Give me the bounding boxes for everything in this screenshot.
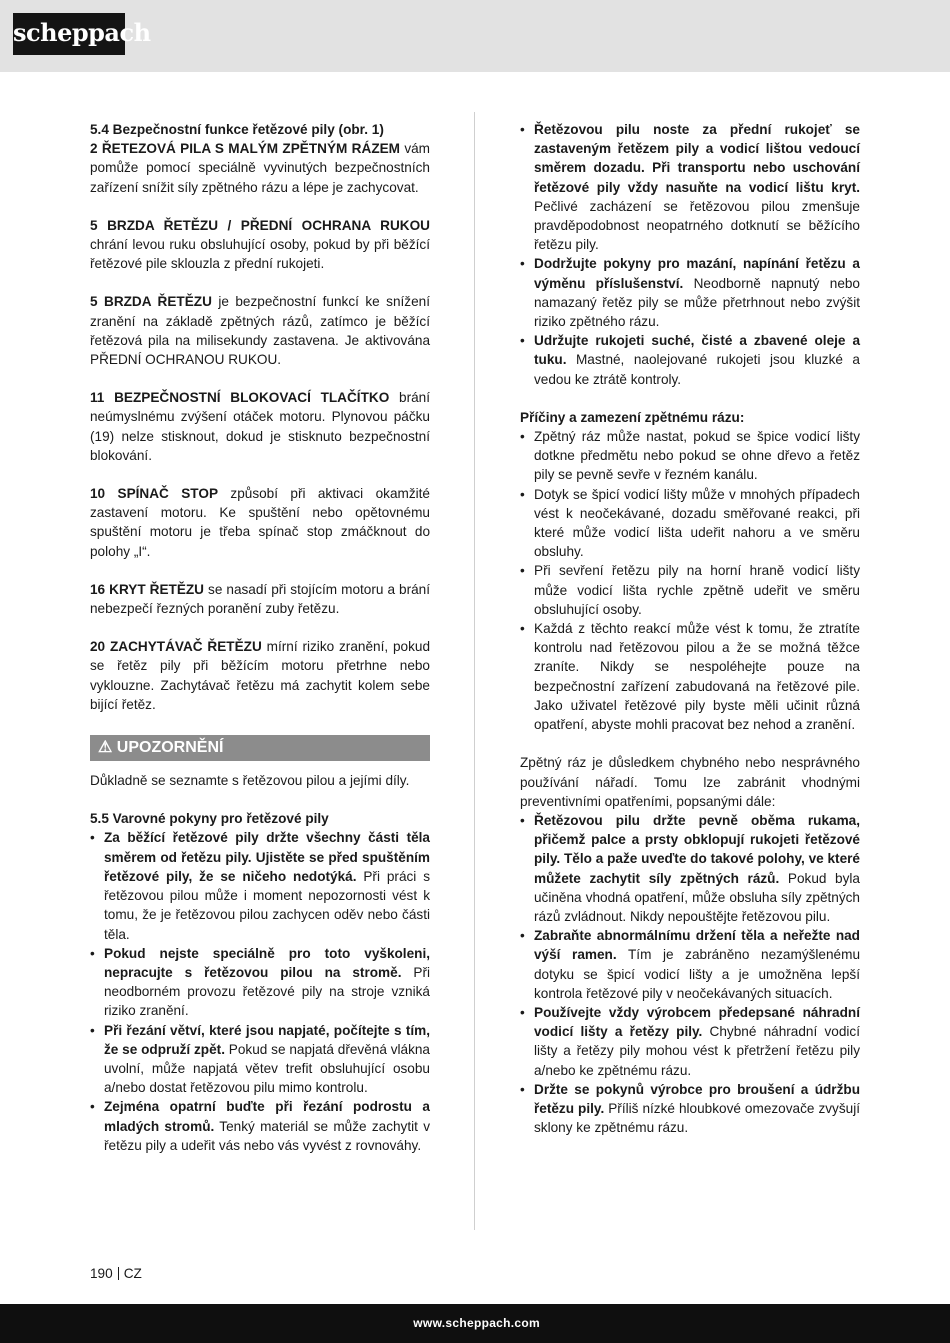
section-heading: Příčiny a zamezení zpětnému rázu:	[520, 409, 745, 425]
paragraph: 2 ŘETEZOVÁ PILA S MALÝM ZPĚTNÝM RÁZEM vám pomůže pomocí speciálně vyvinutých bezpečnostních zařízení snížit síly zpětného rázu a lépe je zachycovat.	[90, 141, 430, 195]
list-item: • Každá z těchto reakcí může vést k tomu, že ztratíte kontrolu nad řetězovou pilou a že se možná těžce zraníte. Nikdy se nespoléhejte pouze na bezpečnostní zařízení zabudovaná na řetězové pile. Jako uživatel řetězové pily byste měli učinit různá opatření, abyste mohli pracovat bez nehod a zranění.	[520, 619, 860, 734]
list-item: • Řetězovou pilu držte pevně oběma rukama, přičemž palce a prsty obklopují rukojeti řetězové pily. Tělo a paže uveďte do takové polohy, ve které můžete zachytit síly zpětných rázů. Pokud byla učiněna vhodná opatření, může obsluha síly zpětných rázů zvládnout. Nikdy nepouštějte řetězovou pilu.	[520, 811, 860, 926]
right-column	[520, 120, 860, 1137]
bullet-list	[520, 811, 860, 1137]
list-item: • Používejte vždy výrobcem předepsané náhradní vodicí lišty a řetězy pily. Chybné náhradní vodicí lišty a řetězy pily mohou vést k přetržení řetězu pily a/nebo ke zpětnému rázu.	[520, 1003, 860, 1080]
scheppach-logo: scheppach	[13, 13, 125, 55]
list-item: • Zejména opatrní buďte při řezání podrostu a mladých stromů. Tenký materiál se může zachytit v řetězu pily a udeřit vás nebo vás vyvést z rovnováhy.	[90, 1097, 430, 1155]
language-code: CZ	[123, 1266, 142, 1281]
bullet-list	[520, 120, 860, 389]
list-item: • Udržujte rukojeti suché, čisté a zbavené oleje a tuku. Mastné, naolejované rukojeti jsou kluzké a vedou ke ztrátě kontroly.	[520, 331, 860, 389]
paragraph: Zpětný ráz je důsledkem chybného nebo nesprávného používání nářadí. Tomu lze zabránit vhodnými preventivními opatřeními, popsanými dále:	[520, 755, 860, 809]
section-heading: 5.4 Bezpečnostní funkce řetězové pily (obr. 1)	[90, 122, 384, 137]
list-item: • Držte se pokynů výrobce pro broušení a údržbu řetězu pily. Příliš nízké hloubkové omezovače zvyšují sklony ke zpětnému rázu.	[520, 1080, 860, 1138]
list-item: • Dotyk se špicí vodicí lišty může v mnohých případech vést k neočekávané, dozadu směřované reakci, při které může vodicí lišta udeřit nahoru a ve směru obsluhy.	[520, 485, 860, 562]
paragraph: 16 KRYT ŘETĚZU se nasadí při stojícím motoru a brání nebezpečí řezných poranění zuby řetězu.	[90, 581, 430, 617]
warning-banner: ⚠ UPOZORNĚNÍ	[90, 735, 430, 761]
list-item: • Za běžící řetězové pily držte všechny části těla směrem od řetězu pily. Ujistěte se před spuštěním řetězové pily, že se ničeho nedotýká. Při práci s řetězovou pilou může i moment nepozornosti vést k tomu, že je řetězovou pilou zachycen oděv nebo části těla.	[90, 828, 430, 943]
warning-text: Důkladně se seznamte s řetězovou pilou a jejími díly.	[90, 773, 410, 789]
list-item: • Při sevření řetězu pily na horní hraně vodicí lišty může vodicí lišta rychle zpětně udeřit ve směru obsluhující osoby.	[520, 561, 860, 619]
left-column	[90, 120, 430, 1155]
section-heading: 5.5 Varovné pokyny pro řetězové pily	[90, 811, 329, 827]
column-divider	[474, 112, 475, 1230]
bullet-list	[90, 828, 430, 1154]
list-item: • Řetězovou pilu noste za přední rukojeť se zastaveným řetězem pily a vodicí lištou vedoucí směrem dozadu. Při transportu nebo uschování řetězové pily vždy nasuňte na vodicí lištu kryt. Pečlivé zacházení se řetězovou pilou zmenšuje pravděpodobnost neopatrného dotknutí se běžícího řetězu pily.	[520, 120, 860, 254]
list-item: • Zpětný ráz může nastat, pokud se špice vodicí lišty dotkne předmětu nebo pokud se ohne dřevo a řetěz pily se pevně sevře v řezném kanálu.	[520, 427, 860, 485]
paragraph: 5 BRZDA ŘETĚZU / PŘEDNÍ OCHRANA RUKOU chrání levou ruku obsluhující osoby, pokud by při běžící řetězové pile sklouzla z přední rukojeti.	[90, 217, 430, 272]
website-link[interactable]: www.scheppach.com	[413, 1316, 540, 1330]
page-footer	[0, 1304, 950, 1343]
page-header	[0, 0, 950, 72]
paragraph: 20 ZACHYTÁVAČ ŘETĚZU mírní riziko zranění, pokud se řetěz pily při běžícím motoru přetrhne nebo vyklouzne. Zachytávač řetězu má zachytit kolem sebe bijící řetěz.	[90, 639, 431, 712]
paragraph: 11 BEZPEČNOSTNÍ BLOKOVACÍ TLAČÍTKO brání neúmyslnému zvýšení otáček motoru. Plynovou páčku (19) nelze stisknout, dokud je stisknuto bezpečnostní blokování.	[90, 390, 430, 463]
list-item: • Dodržujte pokyny pro mazání, napínání řetězu a výměnu příslušenství. Neodborně napnutý nebo namazaný řetěz pily se může přetrhnout nebo zvýšit riziko zpětného rázu.	[520, 254, 860, 331]
page-number-value: 190	[90, 1266, 113, 1281]
causes-list	[520, 427, 860, 734]
paragraph: 10 SPÍNAČ STOP způsobí při aktivaci okamžité zastavení motoru. Ke spuštění nebo opětovnému spuštění motoru je třeba spínač stop zmáčknout do polohy „I“.	[90, 486, 430, 559]
list-item: • Při řezání větví, které jsou napjaté, počítejte s tím, že se odpruží zpět. Pokud se napjatá dřevěná vlákna uvolní, může napjatá větev trefit obsluhující osobu a/nebo dostat řetězovou pilu mimo kontrolu.	[90, 1021, 430, 1098]
list-item: • Pokud nejste speciálně pro toto vyškoleni, nepracujte s řetězovou pilou na stromě. Při neodborném provozu řetězové pily na stroje vzniká riziko zranění.	[90, 944, 430, 1021]
list-item: • Zabraňte abnormálnímu držení těla a neřežte nad výší ramen. Tím je zabráněno nezamýšlenému dotyku se špicí vodicí lišty a je umožněna lepší kontrola řetězové pily v neočekávaných situacích.	[520, 926, 860, 1003]
page-number	[90, 1266, 142, 1281]
paragraph: 5 BRZDA ŘETĚZU je bezpečnostní funkcí ke snížení zranění na základě zpětných rázů, zatímco je běžící řetězová pila na milisekundy zastavena. Je aktivována PŘEDNÍ OCHRANOU RUKOU.	[90, 294, 430, 368]
